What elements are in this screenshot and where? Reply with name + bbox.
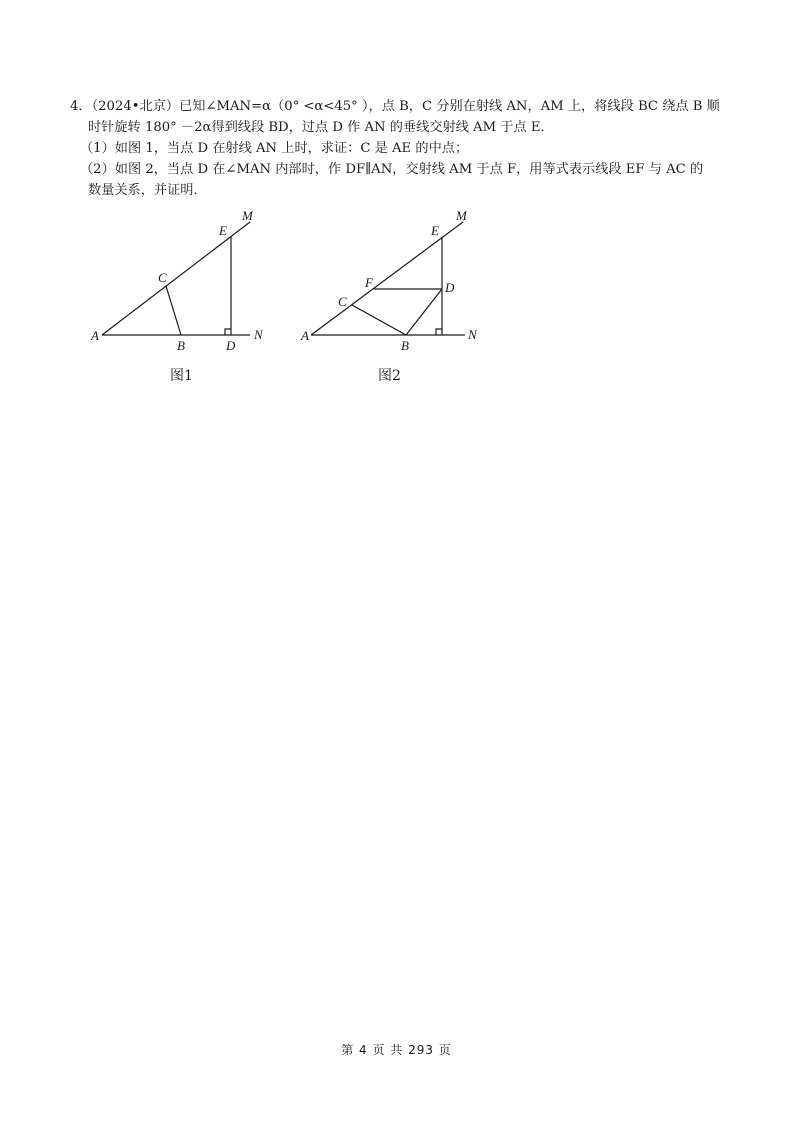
label-a: A	[91, 328, 99, 343]
geometry-figures	[88, 202, 482, 384]
label-d: D	[226, 338, 236, 353]
part-2-question-line-1: （2）如图 2，当点 D 在∠MAN 内部时，作 DF∥AN，交射线 AM 于点 F，用等式表示线段 EF 与 AC 的	[80, 162, 704, 177]
label-c: C	[338, 294, 347, 309]
right-angle-mark	[436, 329, 442, 335]
label-f: F	[365, 275, 373, 290]
label-a: A	[301, 328, 309, 343]
label-d: D	[445, 280, 455, 295]
part-2-question-line-2: 数量关系，并证明．	[88, 183, 207, 198]
label-b: B	[177, 338, 185, 353]
label-c: C	[158, 270, 167, 285]
figure-1-caption: 图1	[170, 368, 193, 384]
label-m: M	[242, 208, 253, 223]
label-e: E	[219, 223, 227, 238]
segment-cb	[352, 305, 406, 335]
label-m: M	[456, 208, 467, 223]
problem-statement-line-2: 时针旋转 180° －2α得到线段 BD，过点 D 作 AN 的垂线交射线 AM 于点 E．	[88, 120, 554, 135]
part-1-question: （1）如图 1，当点 D 在射线 AN 上时，求证：C 是 AE 的中点；	[80, 141, 469, 156]
ray-am	[311, 222, 463, 335]
label-n: N	[254, 327, 263, 342]
label-e: E	[431, 223, 439, 238]
problem-4	[70, 96, 730, 201]
segment-bd	[406, 289, 442, 335]
figure-2	[311, 222, 465, 335]
figure-2-caption: 图2	[378, 368, 401, 384]
figures-area	[88, 202, 482, 384]
segment-cb	[166, 286, 181, 335]
label-b: B	[401, 338, 409, 353]
right-angle-mark	[225, 329, 231, 335]
problem-statement-line-1: 4．（2024•北京）已知∠MAN=α（0° <α<45° ），点 B，C 分别在射线 AN，AM 上，将线段 BC 绕点 B 顺	[70, 99, 720, 114]
page-footer: 第 4 页 共 293 页	[341, 1043, 452, 1057]
label-n: N	[468, 327, 477, 342]
figure-1	[102, 222, 250, 335]
